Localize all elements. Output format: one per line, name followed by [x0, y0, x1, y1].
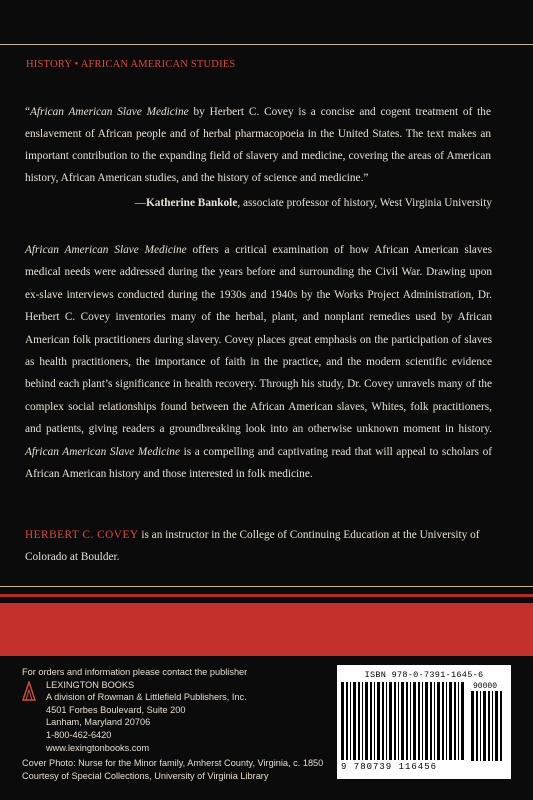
lexington-logo-icon — [22, 681, 36, 701]
barcode-bars-icon — [341, 682, 469, 762]
endorsement-quote: “African American Slave Medicine by Herbert C. Covey is a concise and cogent treatment of the enslavement of African people and of herbal pharmacopoeia in the United States. The text makes an important contribution to the expanding field of slavery and medicine, covering the areas of American history, African American studies, and the history of science and medicine.” — [25, 106, 491, 184]
author-name: HERBERT C. COVEY — [25, 529, 139, 541]
cover-credit-line-1: Cover Photo: Nurse for the Minor family, Amherst County, Virginia, c. 1850 — [22, 758, 324, 768]
cover-credit-line-2: Courtesy of Special Collections, University of Virginia Library — [22, 770, 269, 781]
bottom-rule — [0, 586, 533, 587]
quote-author: Katherine Bankole — [146, 197, 238, 209]
top-rule — [0, 44, 533, 45]
book-description: African American Slave Medicine offers a critical examination of how African American slaves medical needs were addressed during the years before and surrounding the Civil War. Drawing upon ex-slave interviews conducted during the 1930s and 1940s by the Works Project Administration, Dr. Herbert C. Covey inventories many of the herbal, plant, and nonplant remedies used by African American folk practitioners during slavery. Covey places great emphasis on the participation of slaves as health practitioners, the importance of faith in the practice, and the modern scientific evidence behind each plant’s significance in health recovery. Through his study, Dr. Covey unravels many of the complex social relationships found between the African American slaves, Whites, folk practitioners, and patients, giving readers a groundbreaking look into an otherwise unknown moment in history. African American Slave Medicine is a compelling and captivating read that will appeal to scholars of African American history and those interested in folk medicine. — [25, 244, 492, 481]
isbn-text: ISBN 978-0-7391-1645-6 — [364, 670, 484, 680]
publisher-phone: 1-800-462-6420 — [46, 729, 112, 740]
publisher-address-2: Lanham, Maryland 20706 — [46, 717, 151, 728]
red-stripe — [0, 594, 533, 597]
ean-number: 9 780739 116456 — [341, 762, 438, 772]
addon-barcode-bars-icon — [471, 691, 507, 763]
quote-attribution: —Katherine Bankole, associate professor of history, West Virginia University — [134, 197, 492, 209]
quote-book-title: African American Slave Medicine — [30, 106, 189, 118]
publisher-web: www.lexingtonbooks.com — [46, 742, 150, 753]
publisher-address-1: 4501 Forbes Boulevard, Suite 200 — [46, 704, 186, 715]
description-title-1: African American Slave Medicine — [25, 244, 187, 256]
cover-credit — [22, 757, 323, 782]
publisher-division: A division of Rowman & Littlefield Publishers, Inc. — [46, 692, 247, 703]
publisher-intro: For orders and information please contact the publisher — [22, 667, 248, 677]
quote-affiliation: , associate professor of history, West Virginia University — [237, 197, 492, 209]
barcode — [337, 665, 511, 779]
price-code: 90000 — [473, 682, 498, 691]
red-band — [0, 603, 533, 656]
publisher-info — [22, 666, 247, 754]
publisher-name: LEXINGTON BOOKS — [46, 679, 135, 690]
description-title-2: African American Slave Medicine — [25, 445, 180, 458]
author-bio: HERBERT C. COVEY is an instructor in the College of Continuing Education at the University of Colorado at Boulder. — [25, 529, 480, 563]
category-label: HISTORY • AFRICAN AMERICAN STUDIES — [26, 59, 236, 70]
